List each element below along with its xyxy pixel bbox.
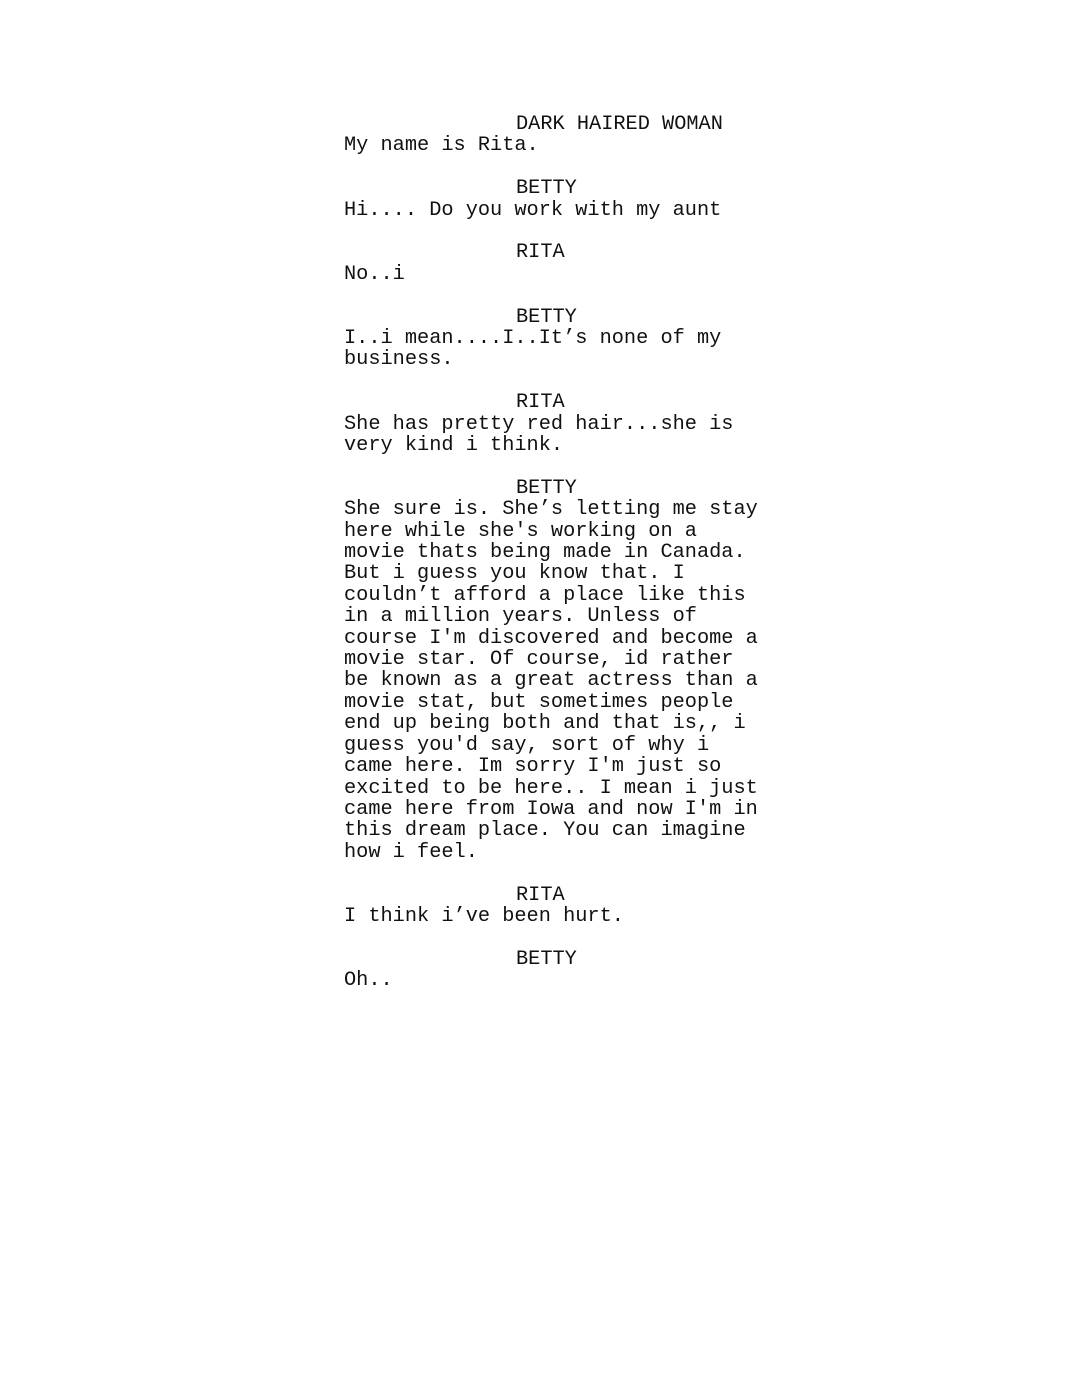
dialogue-line: business. bbox=[344, 348, 454, 372]
dialogue-line: My name is Rita. bbox=[344, 134, 539, 158]
dialogue-line: No..i bbox=[344, 262, 405, 286]
dialogue-line: She has pretty red hair...she is bbox=[344, 412, 734, 436]
dialogue-line: Hi.... Do you work with my aunt bbox=[344, 198, 722, 222]
dialogue-line: Oh.. bbox=[344, 969, 393, 993]
character-name: BETTY bbox=[516, 305, 577, 329]
dialogue-line: excited to be here.. I mean i just bbox=[344, 776, 758, 800]
dialogue-block bbox=[344, 478, 784, 863]
character-name: RITA bbox=[516, 883, 565, 907]
dialogue-line: this dream place. You can imagine bbox=[344, 819, 746, 843]
dialogue-block bbox=[344, 178, 784, 221]
dialogue-line: But i guess you know that. I bbox=[344, 562, 685, 586]
dialogue-line: course I'm discovered and become a bbox=[344, 626, 758, 650]
dialogue-line: be known as a great actress than a bbox=[344, 669, 758, 693]
character-name: BETTY bbox=[516, 476, 577, 500]
character-name: RITA bbox=[516, 241, 565, 265]
dialogue-line: here while she's working on a bbox=[344, 519, 697, 543]
dialogue-line: end up being both and that is,, i bbox=[344, 712, 746, 736]
dialogue-line: how i feel. bbox=[344, 840, 478, 864]
dialogue-line: movie stat, but sometimes people bbox=[344, 690, 734, 714]
dialogue-line: couldn’t afford a place like this bbox=[344, 583, 746, 607]
dialogue-line: movie star. Of course, id rather bbox=[344, 648, 734, 672]
dialogue-line: in a million years. Unless of bbox=[344, 605, 697, 629]
dialogue-block bbox=[344, 392, 784, 456]
character-name: DARK HAIRED WOMAN bbox=[516, 113, 723, 136]
dialogue-block bbox=[344, 307, 784, 371]
character-name: BETTY bbox=[516, 177, 577, 201]
dialogue-block bbox=[344, 885, 784, 928]
dialogue-line: I..i mean....I..It’s none of my bbox=[344, 327, 722, 351]
dialogue-line: very kind i think. bbox=[344, 434, 564, 458]
dialogue-block bbox=[344, 242, 784, 285]
dialogue-line: She sure is. She’s letting me stay bbox=[344, 498, 758, 522]
dialogue-line: I think i’ve been hurt. bbox=[344, 904, 624, 928]
dialogue-block bbox=[344, 949, 784, 992]
dialogue-line: came here from Iowa and now I'm in bbox=[344, 797, 758, 821]
dialogue-line: movie thats being made in Canada. bbox=[344, 541, 746, 565]
dialogue-block bbox=[344, 114, 784, 157]
dialogue-line: guess you'd say, sort of why i bbox=[344, 733, 710, 757]
character-name: RITA bbox=[516, 391, 565, 415]
dialogue-line: came here. Im sorry I'm just so bbox=[344, 755, 722, 779]
character-name: BETTY bbox=[516, 947, 577, 971]
dialogue-list bbox=[344, 114, 784, 1013]
